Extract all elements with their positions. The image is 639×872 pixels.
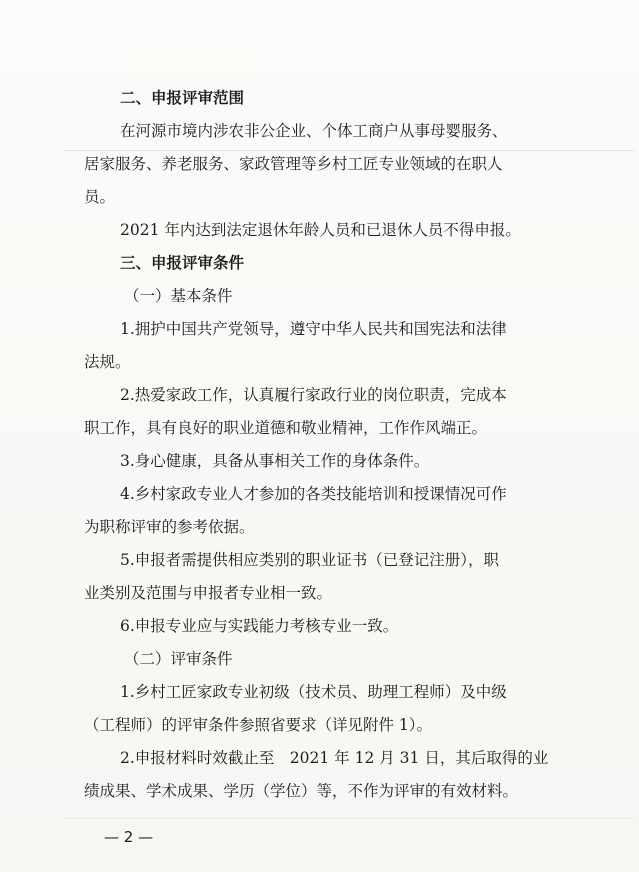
paragraph-line: 职工作，具有良好的职业道德和敬业精神，工作作风端正。 xyxy=(84,419,488,437)
subsection-heading: （二）评审条件 xyxy=(124,650,233,668)
paragraph-line: 3.身心健康，具备从事相关工作的身体条件。 xyxy=(120,452,430,470)
paragraph-line: 绩成果、学术成果、学历（学位）等，不作为评审的有效材料。 xyxy=(84,782,519,800)
paragraph-line: 2021 年内达到法定退休年龄人员和已退休人员不得申报。 xyxy=(120,221,521,239)
footer-rule xyxy=(64,818,634,819)
paragraph-line: 法规。 xyxy=(84,353,131,371)
page-number: — 2 — xyxy=(104,828,154,846)
paragraph-line: 业类别及范围与申报者专业相一致。 xyxy=(84,584,333,602)
paragraph-line: 员。 xyxy=(84,188,116,206)
subsection-heading: （一）基本条件 xyxy=(124,287,233,305)
paragraph-line: 4.乡村家政专业人才参加的各类技能培训和授课情况可作 xyxy=(120,485,507,503)
paragraph-line: 居家服务、养老服务、家政管理等乡村工匠专业领域的在职人 xyxy=(84,155,503,173)
paragraph-line: 1.乡村工匠家政专业初级（技术员、助理工程师）及中级 xyxy=(120,683,507,701)
paragraph-line: 1.拥护中国共产党领导，遵守中华人民共和国宪法和法律 xyxy=(120,320,507,338)
paragraph-line: 2.申报材料时效截止至 2021 年 12 月 31 日，其后取得的业 xyxy=(120,749,549,767)
paragraph-line: 6.申报专业应与实践能力考核专业一致。 xyxy=(120,617,399,635)
paragraph-line: 在河源市境内涉农非公企业、个体工商户从事母婴服务、 xyxy=(120,122,508,140)
paragraph-line: 2.热爱家政工作，认真履行家政行业的岗位职责，完成本 xyxy=(120,386,507,404)
document-body xyxy=(84,82,564,808)
section-heading: 三、申报评审条件 xyxy=(120,254,245,272)
paragraph-line: 为职称评审的参考依据。 xyxy=(84,518,255,536)
paragraph-line: （工程师）的评审条件参照省要求（详见附件 1）。 xyxy=(84,716,433,734)
section-heading: 二、申报评审范围 xyxy=(120,89,245,107)
paragraph-line: 5.申报者需提供相应类别的职业证书（已登记注册），职 xyxy=(120,551,500,569)
